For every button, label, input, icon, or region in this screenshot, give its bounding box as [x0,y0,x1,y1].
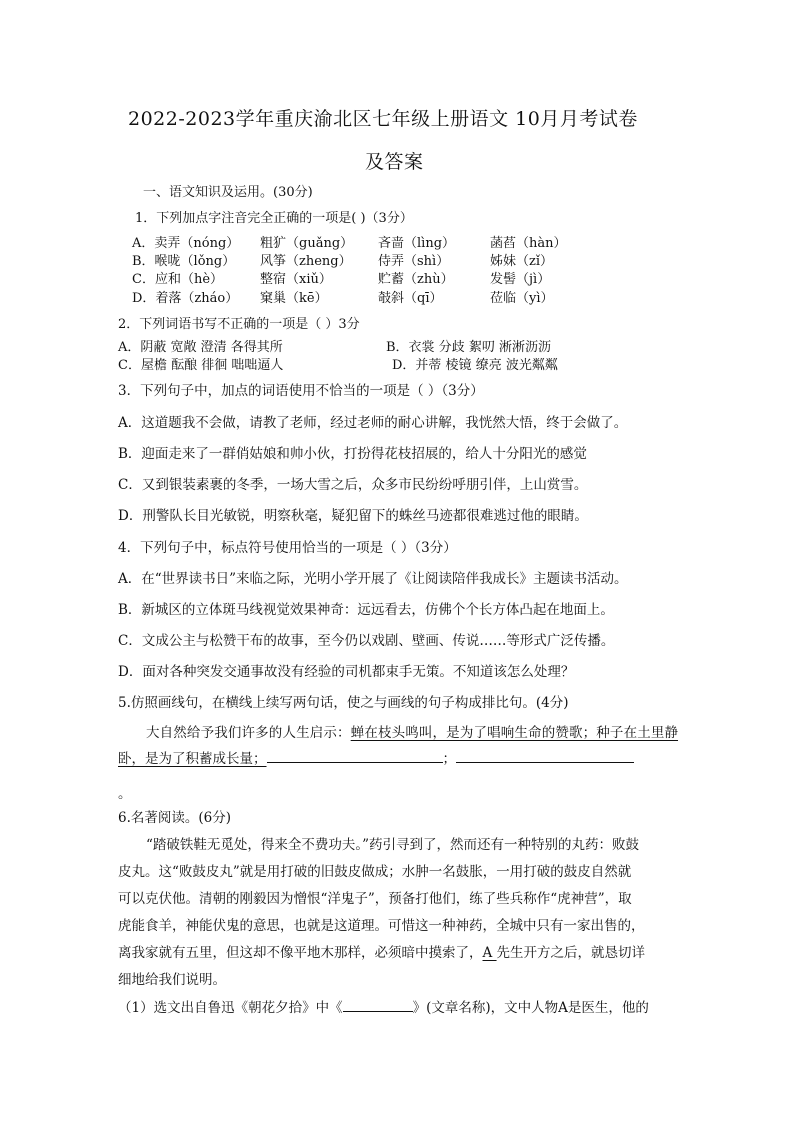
q5-separator: ； [442,751,456,767]
q1-b-4: 姊妹（zǐ） [490,254,554,269]
q1-c-4: 发髻（jì） [490,272,551,287]
q1-c-3: 贮蓄（zhù） [378,272,454,287]
page-title-line1: 2022-2023学年重庆渝北区七年级上册语文 10月月考试卷 [128,108,638,130]
q5-paragraph [118,720,678,772]
q6-passage-line-5b: 先生开方之后，就恳切详 [496,945,646,961]
q4-stem: 4．下列句子中，标点符号使用恰当的一项是（ ）（3分） [118,540,457,556]
q2-row-a: A．阴蔽 宽敞 澄清 各得其所 [118,340,283,355]
page-title-line2: 及答案 [365,151,424,173]
q2-row-d: D．并蒂 棱镜 缭亮 波光粼粼 [392,358,558,373]
section-heading: 一、语文知识及运用。(30分) [143,185,313,200]
q4-option-b: B．新城区的立体斑马线视觉效果神奇：远远看去，仿佛个个长方体凸起在地面上。 [118,602,614,618]
q6-passage-line-1: “踏破铁鞋无觅处，得来全不费功夫。”药引寻到了，然而还有一种特别的丸药：败鼓 [146,837,640,853]
q1-a-1: A．卖弄（nóng） [132,236,240,251]
q1-a-3: 吝啬（lìng） [378,236,456,251]
q1-b-3: 侍弄（shì） [378,254,450,269]
q1-b-1: B．喉咙（lǒng） [132,254,236,269]
q1-d-1: D．着落（zháo） [132,291,239,306]
q5-end-mark: 。 [118,786,132,802]
q1-c-2: 整宿（xiǔ） [260,272,332,287]
q6-sub-question-1 [118,996,649,1016]
q6-passage-line-5 [118,941,645,961]
q2-row-c: C．屋檐 酝酿 徘徊 咄咄逼人 [118,358,284,373]
q1-d-2: 窠巢（kē） [260,291,328,306]
q3-stem: 3．下列句子中，加点的词语使用不恰当的一项是（ ）（3分） [118,383,484,399]
q1-b-2: 风筝（zheng） [260,254,352,269]
q5-stem: 5.仿照画线句，在横线上续写两句话，使之与画线的句子构成排比句。(4分) [118,695,569,711]
q5-blank-2[interactable] [456,748,634,763]
q1-a-4: 菡萏（hàn） [490,236,567,251]
q1-d-3: 攲斜（qī） [378,291,443,306]
q6-passage-line-2: 皮丸。这“败鼓皮丸”就是用打破的旧鼓皮做成；水肿一名鼓胀，一用打破的鼓皮自然就 [118,864,632,880]
q2-row-b: B．衣裳 分歧 絮叨 淅淅沥沥 [386,340,551,355]
q6-sub1-suffix: 》(文章名称)，文中人物A是医生，他的 [412,1000,649,1016]
q6-passage-line-6: 细地给我们说明。 [118,972,226,988]
q6-sub1-blank[interactable] [343,997,413,1012]
q4-option-d: D．面对各种突发交通事故没有经验的司机都束手无策。不知道该怎么处理？ [118,664,575,680]
q3-option-d: D．刑警队长目光敏锐，明察秋毫，疑犯留下的蛛丝马迹都很难逃过他的眼睛。 [118,508,588,524]
q3-option-c: C．又到银装素裹的冬季，一场大雪之后，众多市民纷纷呼朋引伴，上山赏雪。 [118,477,588,493]
q2-stem: 2．下列词语书写不正确的一项是（ ）3分 [118,317,360,332]
q5-underlined-sentence: 蝉在枝头鸣叫，是为了唱响生命的赞歌；种子在土里静卧，是为了积蓄成长量； [118,725,679,767]
q6-person-a-mark: A [482,945,497,961]
q6-stem: 6.名著阅读。(6分) [118,810,232,826]
q1-d-4: 莅临（yì） [490,291,554,306]
q5-blank-1[interactable] [267,748,443,763]
q3-option-a: A．这道题我不会做，请教了老师，经过老师的耐心讲解，我恍然大悟，终于会做了。 [118,415,628,431]
q1-a-2: 粗犷（guǎng） [260,236,354,251]
q6-passage-line-4: 虎能食羊，神能伏鬼的意思，也就是这道理。可惜这一种神药，全城中只有一家出售的， [118,918,645,934]
q1-stem: 1．下列加点字注音完全正确的一项是( )（3分） [135,211,413,226]
q6-passage-line-3: 可以克伏他。清朝的刚毅因为憎恨“洋鬼子”，预备打他们，练了些兵称作“虎神营”，取 [118,891,632,907]
q4-option-a: A．在“世界读书日”来临之际，光明小学开展了《让阅读陪伴我成长》主题读书活动。 [118,571,628,587]
q3-option-b: B．迎面走来了一群俏姑娘和帅小伙，打扮得花枝招展的，给人十分阳光的感觉 [118,446,587,462]
q1-c-1: C．应和（hè） [132,272,224,287]
q6-sub1-prefix: （1）选文出自鲁迅《朝花夕拾》中《 [118,1000,343,1016]
q4-option-c: C．文成公主与松赞干布的故事，至今仍以戏剧、壁画、传说……等形式广泛传播。 [118,633,615,649]
q5-lead: 大自然给予我们许多的人生启示： [146,725,351,741]
q6-passage-line-5a: 离我家就有五里，但这却不像平地木那样，必须暗中摸索了， [118,945,483,961]
